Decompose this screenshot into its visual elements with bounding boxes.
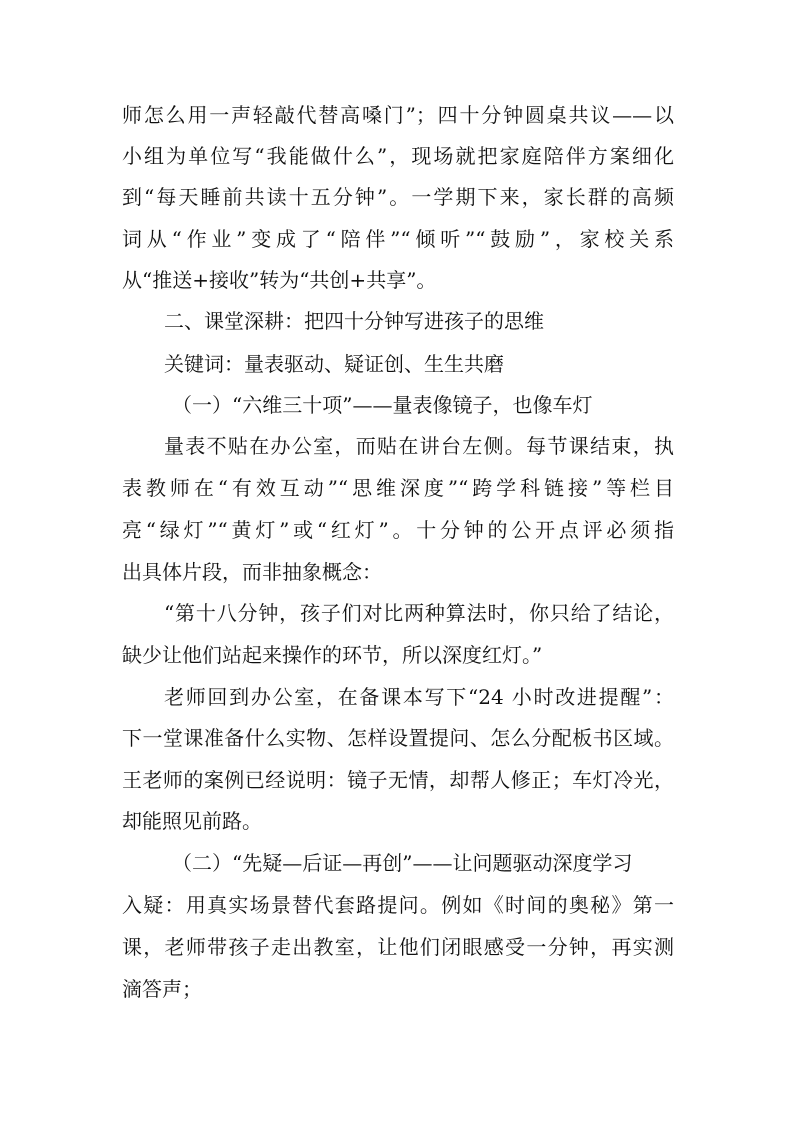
paragraph-line: 小组为单位写“我能做什么”，现场就把家庭陪伴方案细化 [122,144,674,168]
paragraph-line: 老师回到办公室，在备课本写下“24 小时改进提醒”： [164,685,674,709]
keywords-line: 关键词：量表驱动、疑证创、生生共磨 [164,352,504,376]
paragraph-line: 师怎么用一声轻敲代替高嗓门”；四十分钟圆桌共议——以 [122,103,674,127]
paragraph-line: 量表不贴在办公室，而贴在讲台左侧。每节课结束，执 [164,434,674,458]
subsection-heading: （二）“先疑—后证—再创”——让问题驱动深度学习 [172,851,633,875]
paragraph-line: 入疑：用真实场景替代套路提问。例如《时间的奥秘》第一 [122,893,674,917]
paragraph-line: 词从“作业”变成了“陪伴”“倾听”“鼓励”，家校关系 [122,227,674,251]
paragraph-line: 从“推送+接收”转为“共创+共享”。 [122,268,437,292]
paragraph-line: 出具体片段，而非抽象概念： [122,560,382,584]
subsection-heading: （一）“六维三十项”——量表像镜子，也像车灯 [172,393,593,417]
paragraph-line: 却能照见前路。 [122,809,262,833]
section-heading: 二、课堂深耕：把四十分钟写进孩子的思维 [164,309,544,333]
quote-line: 缺少让他们站起来操作的环节，所以深度红灯。” [122,643,543,667]
quote-line: “第十八分钟，孩子们对比两种算法时，你只给了结论， [164,601,674,625]
paragraph-line: 课，老师带孩子走出教室，让他们闭眼感受一分钟，再实测 [122,935,674,959]
paragraph-line: 滴答声； [122,977,202,1001]
paragraph-line: 下一堂课准备什么实物、怎样设置提问、怎么分配板书区域。 [122,726,674,750]
paragraph-line: 到“每天睡前共读十五分钟”。一学期下来，家长群的高频 [122,185,674,209]
paragraph-line: 表教师在“有效互动”“思维深度”“跨学科链接”等栏目 [122,476,674,500]
paragraph-line: 王老师的案例已经说明：镜子无情，却帮人修正；车灯冷光， [122,768,674,792]
paragraph-line: 亮“绿灯”“黄灯”或“红灯”。十分钟的公开点评必须指 [122,518,674,542]
